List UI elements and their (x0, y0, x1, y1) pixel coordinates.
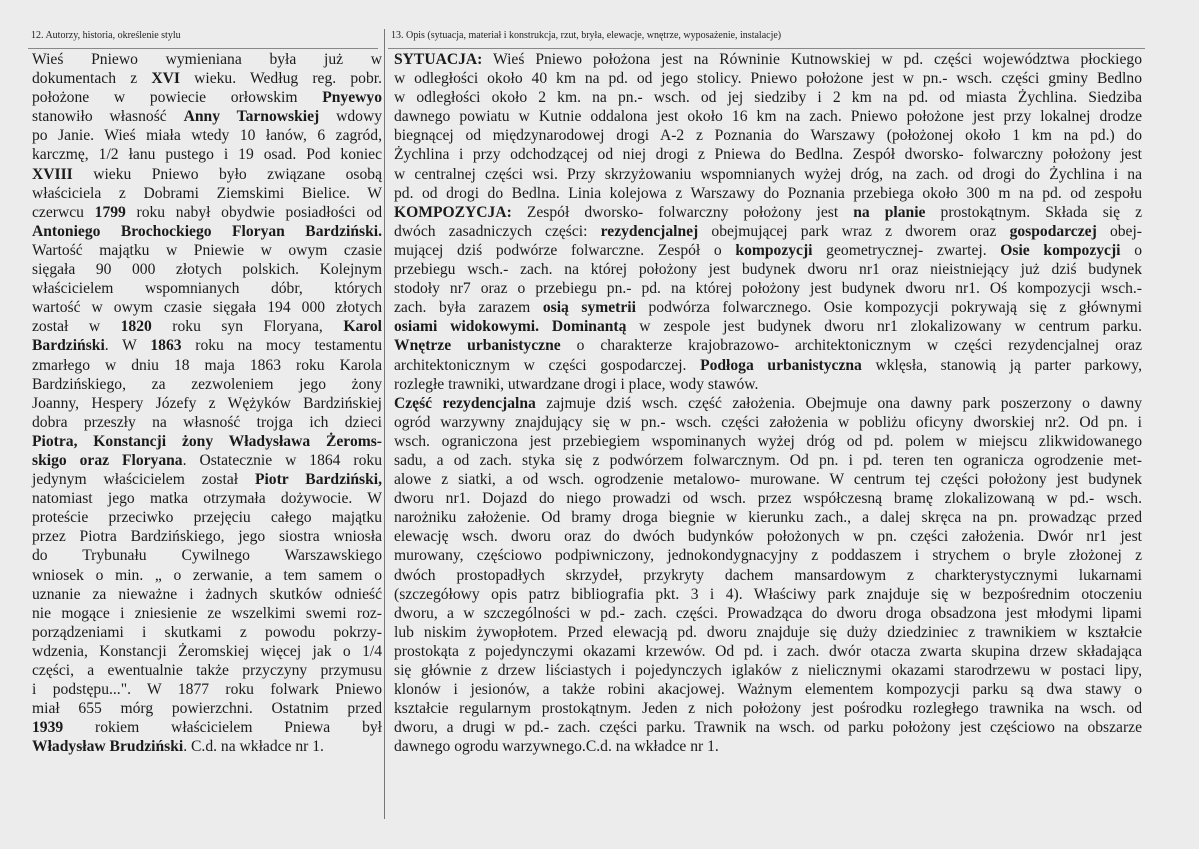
text-run: dworu, a w szczególności w pd.- zach. części. Prowadząca do dworu droga obsadzona jest młodymi lipami (394, 604, 1142, 622)
text-run: właściciela z Dobrami Ziemskimi Bielice. W (32, 184, 382, 202)
text-run: wieku Pniewo było związane osobą (72, 165, 382, 183)
text-run: . W (104, 337, 151, 355)
bold-text: SYTUACJA: (394, 51, 483, 68)
text-run: zmarłego w dniu 18 maja 1863 roku Karola (32, 356, 382, 374)
text-run: . Ostatecznie w 1864 roku (182, 451, 382, 469)
left_column-line (32, 69, 382, 88)
text-run: mującej dziś podwórze folwarczne. Zespół o (394, 241, 736, 259)
text-run: uznanie za nieważne i żadnych skutków odnieść (32, 585, 382, 603)
column-divider (384, 29, 385, 819)
bold-text: 1799 (94, 203, 126, 221)
text-run: dwóch prostopadłych skrzydeł, przykryty dachem mansardowym z charkterystycznymi lukarnami (394, 566, 1142, 584)
left_column-line (32, 413, 382, 432)
text-run: lub niskim żywopłotem. Przed elewacją pd. dworu znajduje się duży dziedziniec z trawnikiem w kształcie (394, 623, 1142, 641)
right_column-line (394, 680, 1142, 699)
left_column-line (32, 718, 382, 737)
text-run: architektonicznym w części gospodarczej. (394, 356, 701, 374)
text-run: Wieś Pniewo wymieniana była już w (32, 51, 382, 68)
text-run: rokiem właścicielem Pniewa był (63, 719, 382, 737)
text-run: dawnego powiatu w Kutnie oddalona jest około 16 km na zach. Pniewo położone jest przy lokalnej drodze (394, 108, 1142, 126)
text-run: biegnącej od międzynarodowej drogi A-2 z Poznania do Warszawy (położonej około 1 km na pd.) do (394, 127, 1142, 145)
text-run: dawnego ogrodu warzywnego. (394, 738, 586, 756)
bold-text: osią symetrii (542, 299, 636, 317)
left_column-line (32, 107, 382, 126)
left_column-line (32, 298, 382, 317)
text-run: Joanny, Hespery Józefy z Wężyków Bardzińskiej (32, 394, 382, 412)
right_column-line (394, 642, 1142, 661)
text-run: roku syn Floryana, (151, 318, 344, 336)
bold-text: osiami widokowymi. Dominantą (394, 318, 627, 336)
left_column-line (32, 451, 382, 470)
bold-text: Bardziński (32, 337, 105, 355)
left_column-line (32, 508, 382, 527)
text-run: ogród warzywny znajdujący się w pn.- wsch. części założenia w pobliżu oficyny dworskiej nr2. Od pn. i (394, 413, 1142, 431)
left_column-line (32, 394, 382, 413)
right_column-line (394, 470, 1142, 489)
right_column-line (394, 222, 1142, 241)
right_column-line (394, 432, 1142, 451)
text-run: murowany, częściowo podpiwniczony, jednokondygnacyjny z poddaszem i strychem o bryle złożonej z (394, 547, 1142, 565)
right_column-line (394, 50, 1142, 69)
left_column-line (32, 203, 382, 222)
text-run: został w (32, 318, 121, 336)
left_column-line (32, 260, 382, 279)
text-run: dworu nr1. Dojazd do niego prowadzi od wsch. przez współczesną bramę zlokalizowaną w pd.- wsch. (394, 490, 1142, 508)
text-run: wartość w owym czasie sięgała 194 000 złotych (32, 299, 382, 317)
left_column-line (32, 661, 382, 680)
text-run: podwórza folwarcznego. Osie kompozycji pokrywają się z głównymi (635, 299, 1142, 317)
text-run: przebiegu wsch.- zach. na której położony jest budynek dworu nr1 oraz nieistniejący już dziś budynek (394, 261, 1142, 279)
bold-text: Antoniego Brochockiego Floryan Bardziński. (32, 222, 382, 240)
bold-text: Anny Tarnowskiej (183, 108, 320, 126)
text-run: i podstępu...". W 1877 roku folwark Pniewo (32, 681, 382, 699)
right_column-line (394, 718, 1142, 737)
bold-text: Piotra, Konstancji (32, 432, 182, 450)
right_column-line (394, 184, 1142, 203)
text-run: porządzeniami i skutkami z powodu pokrzy- (32, 623, 382, 641)
right_column-line (394, 107, 1142, 126)
bold-text: Podłoga urbanistyczna (700, 356, 862, 374)
bold-text: Władysław Brudziński (32, 738, 184, 756)
right_column-line (394, 508, 1142, 527)
right_column-line (394, 279, 1142, 298)
continued-note: C.d. na wkładce nr 1. (585, 738, 719, 756)
text-run: wdzenia, Konstancji Żeromskiej więcej jak o 1/4 (32, 642, 382, 660)
right_column-line (394, 661, 1142, 680)
bold-text: 1939 (32, 719, 64, 737)
text-run: dokumentach z (32, 70, 152, 88)
left_column-line (32, 356, 382, 375)
left_column-line (32, 222, 382, 241)
right_column-line (394, 413, 1142, 432)
text-run: elewację wsch. dworu oraz do dwóch budynków położonych w pn. części założenia. Dwór nr1 jest (394, 528, 1142, 546)
text-run: proteście przeciwko przejęciu całego majątku (32, 509, 382, 527)
text-run: położone w powiecie orłowskim (32, 89, 323, 107)
text-run: do Trybunału Cywilnego Warszawskiego (32, 547, 382, 565)
text-run: sadu, a od zach. styka się z podwórzem folwarcznym. Od pn. i pd. teren ten ogranicza ogrodzenie met- (394, 451, 1142, 469)
text-run: geometrycznej- zwartej. (812, 241, 1001, 259)
right_column-line (394, 527, 1142, 546)
left_column-line (32, 623, 382, 642)
text-run: wklęsła, stanowią ją parter parkowy, (861, 356, 1142, 374)
text-run: o (1120, 241, 1142, 259)
text-run: klonów i jesionów, a także robini akacjowej. Ważnym elementem kompozycji parku są dwa stawy o (394, 681, 1142, 699)
text-run: wsch. ograniczona jest przebiegiem wspominanych wyżej dróg od pd. polem w miejscu zlikwidowanego (394, 432, 1142, 450)
section-header-description: 13. Opis (sytuacja, materiał i konstrukcja, rzut, bryła, elewacje, wnętrze, wyposażenie, instalacje) (388, 29, 1145, 49)
text-run: stodoły nr7 oraz o przebiegu pn.- pd. na której położony jest budynek dworu nr1. Oś kompozycji wsch.- (394, 280, 1142, 298)
bold-text: Karol (343, 318, 383, 336)
text-run: miał 655 mórg powierzchni. Ostatnim przed (32, 700, 382, 718)
text-run: dobra przeszły na własność trojga ich dzieci (32, 413, 382, 431)
left_column-line (32, 317, 382, 336)
left_column-line (32, 88, 382, 107)
right_column-line (394, 585, 1142, 604)
right_column-line (394, 394, 1142, 413)
right_column-line (394, 88, 1142, 107)
right_column-line (394, 165, 1142, 184)
text-run: (szczegółowy opis patrz bibliografia pkt. 3 i 4). Właściwy park znajduje się w bezpośrednim otoczeniu (394, 585, 1142, 603)
right_column-line (394, 623, 1142, 642)
history-text-column (32, 50, 382, 756)
bold-text: skigo oraz Floryana (32, 451, 183, 469)
left_column-line (32, 375, 382, 394)
left_column-line (32, 432, 382, 451)
left_column-line (32, 145, 382, 164)
text-run: wdowy (319, 108, 383, 126)
right_column-line (394, 203, 1142, 222)
right_column-line (394, 566, 1142, 585)
text-run: zajmuje dziś wsch. część założenia. Obejmuje ona dawny park poszerzony o dawny (535, 394, 1143, 412)
text-run: obejmującej park wraz z dworem oraz (698, 222, 1010, 240)
right_column-line (394, 126, 1142, 145)
bold-text: XVI (151, 70, 180, 88)
left_column-line (32, 336, 382, 355)
text-run: zach. była zarazem (394, 299, 543, 317)
bold-text: Osie kompozycji (1000, 241, 1121, 259)
bold-text: 1863 (150, 337, 182, 355)
text-run: Wieś Pniewo położona jest na Równinie Kutnowskiej w pd. części województwa płockiego (482, 51, 1142, 68)
text-run: prostokąta z pojedynczymi okazami krzewów. Od pd. i zach. dwór otacza zwarta skupina drzew składająca (394, 642, 1142, 660)
bold-text: na planie (853, 203, 926, 221)
bold-text: Piotr Bardziński, (254, 471, 382, 489)
text-run: rozległe trawniki, utwardzane drogi i place, wody stawów. (394, 375, 759, 393)
bold-text: kompozycji (735, 241, 813, 259)
left_column-line (32, 699, 382, 718)
left_column-line (32, 241, 382, 260)
text-run: narożniku założenie. Od bramy droga biegnie w kierunku zach., a dalej skręca na pn. prowadząc przed (394, 509, 1142, 527)
left_column-line (32, 527, 382, 546)
text-run: stanowiło własność (32, 108, 184, 126)
text-run: kształcie regularnym prostokątnym. Jeden z nich położony jest pośrodku rozległego trawnika na wsch. od (394, 700, 1142, 718)
text-run: po Janie. Wieś miała wtedy 10 łanów, 6 zagród, (32, 127, 382, 145)
text-run: w odległości około 40 km na pd. od jego stolicy. Pniewo położone jest w pn.- wsch. części gminy Bedlno (394, 70, 1142, 88)
right_column-line (394, 737, 1142, 756)
text-run: sięgała 90 000 złotych polskich. Kolejnym (32, 261, 382, 279)
left_column-line (32, 184, 382, 203)
text-run: . C.d. na wkładce nr 1. (183, 738, 324, 756)
right_column-line (394, 145, 1142, 164)
text-run: w zespole jest budynek dworu nr1 zlokalizowany w centrum parku. (626, 318, 1142, 336)
bold-text: żony Władysława Żeroms- (181, 432, 382, 450)
right_column-line (394, 489, 1142, 508)
left_column-line (32, 489, 382, 508)
left_column-line (32, 737, 382, 756)
bold-text: Pnyewyo (322, 89, 382, 107)
text-run: Wartość majątku w Pniewie w owym czasie (32, 241, 382, 259)
left_column-line (32, 546, 382, 565)
text-run: w centralnej części wsi. Przy skrzyżowaniu wspomnianych wyżej dróg, na zach. od drogi do Żychlina i na (394, 165, 1142, 183)
left_column-line (32, 50, 382, 69)
text-run: wniosek o min. „ o zerwanie, a tem samem o (32, 566, 382, 584)
left_column-line (32, 165, 382, 184)
left_column-line (32, 126, 382, 145)
right_column-line (394, 336, 1142, 355)
section-header-authors-history: 12. Autorzy, historia, określenie stylu (28, 29, 378, 49)
text-run: w odległości około 2 km. na pn.- wsch. od jej siedziby i 2 km na pd. od miasta Żychlina. Siedziba (394, 89, 1142, 107)
bold-text: KOMPOZYCJA: (394, 203, 512, 221)
left_column-line (32, 566, 382, 585)
bold-text: gospodarczej (1009, 222, 1097, 240)
description-text-column (394, 50, 1142, 756)
right_column-line (394, 451, 1142, 470)
bold-text: Wnętrze urbanistyczne (394, 337, 561, 355)
text-run: czerwcu (32, 203, 95, 221)
bold-text: rezydencjalnej (600, 222, 699, 240)
text-run: karczmę, 1/2 łanu pustego i 19 osad. Pod koniec (32, 146, 382, 164)
text-run: wieku. Według reg. pobr. (179, 70, 382, 88)
text-run: alowe z siatki, a od wsch. ogrodzenie metalowo- murowane. W centrum tej części położony jest budynek (394, 471, 1142, 489)
left_column-line (32, 680, 382, 699)
right_column-line (394, 356, 1142, 375)
right_column-line (394, 69, 1142, 88)
text-run: obej- (1096, 222, 1142, 240)
right_column-line (394, 699, 1142, 718)
text-run: przez Piotra Bardzińskiego, jego siostra wniosła (32, 528, 382, 546)
text-run: nie mogące i zniesienie ze wszelkimi swemi roz- (32, 604, 382, 622)
left_column-line (32, 604, 382, 623)
text-run: Żychlina i przy odchodzącej od niej drogi z Pniewa do Bedlna. Zespół dworsko- folwarczny położony jest (394, 146, 1142, 164)
right_column-line (394, 604, 1142, 623)
text-run: jedynym właścicielem został (32, 471, 255, 489)
right_column-line (394, 375, 1142, 394)
text-run: właścicielem wspomnianych dóbr, których (32, 280, 382, 298)
bold-text: 1820 (120, 318, 152, 336)
text-run: roku na mocy testamentu (181, 337, 382, 355)
text-run: dwóch zasadniczych części: (394, 222, 601, 240)
text-run: części, a ewentualnie także przyczyny przymusu (32, 662, 382, 679)
right_column-line (394, 260, 1142, 279)
left_column-line (32, 642, 382, 661)
text-run: o charakterze krajobrazowo- architektonicznym w części rezydencjalnej oraz (560, 337, 1142, 355)
text-run: natomiast jego matka otrzymała dożywocie. W (32, 490, 382, 508)
text-run: dworu, a drugi w pd.- zach. części parku. Trawnik na wsch. od parku położony jest częściowo na obszarze (394, 719, 1142, 737)
text-run: roku nabył obydwie posiadłości od (125, 203, 382, 221)
left_column-line (32, 470, 382, 489)
right_column-line (394, 298, 1142, 317)
left_column-line (32, 279, 382, 298)
left_column-line (32, 585, 382, 604)
right_column-line (394, 241, 1142, 260)
text-run: Zespół dworsko- folwarczny położony jest (511, 203, 854, 221)
bold-text: XVIII (32, 165, 73, 183)
text-run: Bardzińskiego, za zezwoleniem jego żony (32, 375, 382, 393)
bold-text: Część rezydencjalna (394, 394, 536, 412)
text-run: pd. od drogi do Bedlna. Linia kolejowa z Warszawy do Poznania przebiega około 300 m na pd. od zespołu (394, 184, 1142, 202)
right_column-line (394, 546, 1142, 565)
right_column-line (394, 317, 1142, 336)
text-run: się głównie z drzew liściastych i pojedynczych iglaków z nielicznymi okazami starodrzewu w postaci lipy, (394, 662, 1142, 679)
text-run: prostokątnym. Składa się z (925, 203, 1142, 221)
